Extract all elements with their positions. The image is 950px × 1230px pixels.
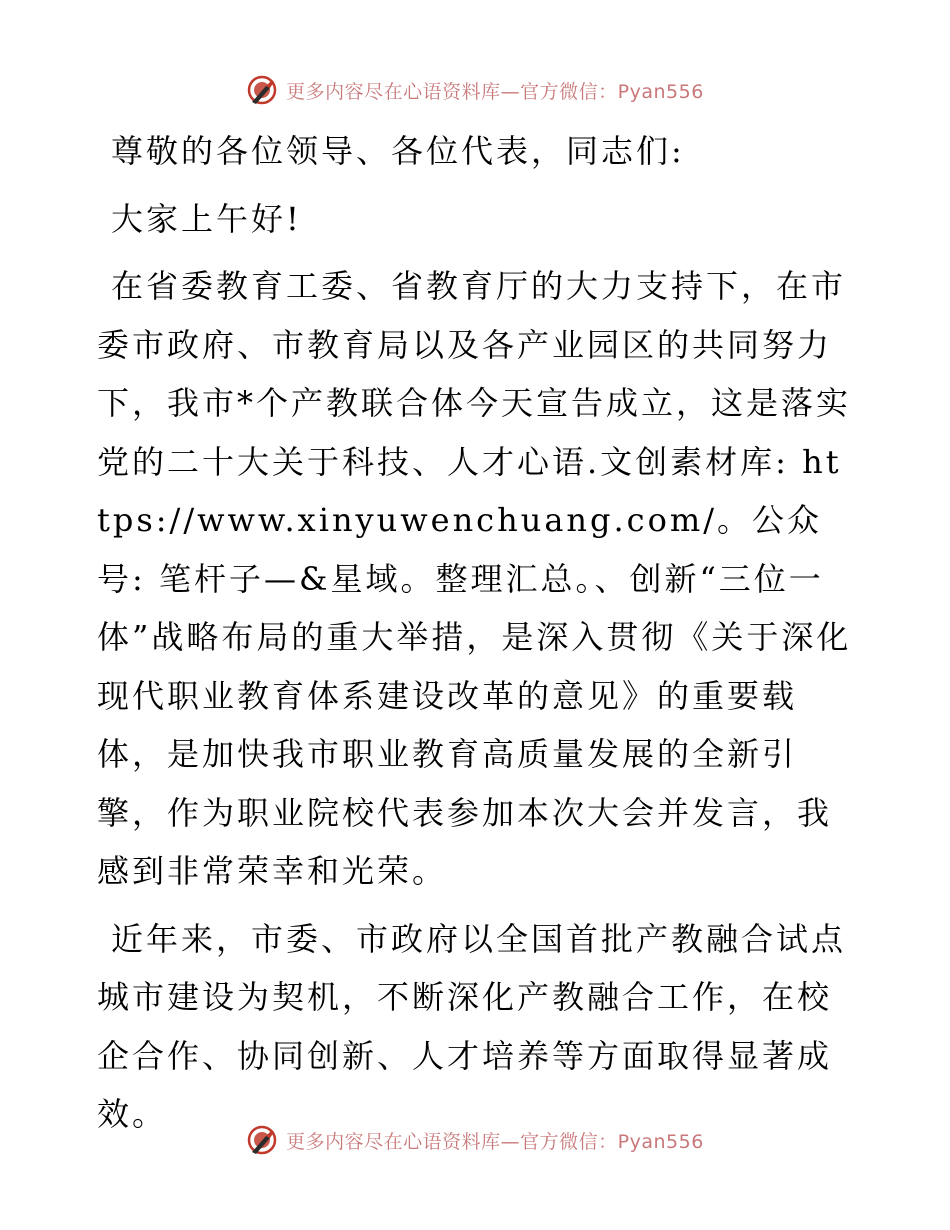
body-paragraph: 近年来，市委、市政府以全国首批产教融合试点城市建设为契机，不断深化产教融合工作，在校企合作、协同创新、人才培养等方面取得显著成效。 [97, 919, 847, 1133]
watermark-text: 更多内容尽在心语资料库—官方微信：Pyan556 [286, 80, 704, 103]
document-body [97, 122, 857, 1144]
watermark-text: 更多内容尽在心语资料库—官方微信：Pyan556 [286, 1130, 704, 1153]
footer-watermark [0, 1122, 950, 1158]
body-paragraph: 在省委教育工委、省教育厅的大力支持下，在市委市政府、市教育局以及各产业园区的共同努力下，我市*个产教联合体今天宣告成立，这是落实党的二十大关于科技、人才心语.文创素材库: https://www.xinyuwenchuang.com/。公众号: 笔杆子—&星域。整理汇总。、创新“三位一体”战略布局的重大举措，是深入贯彻《关于深化现代职业教育体系建设改革的意见》的重要载体，是加快我市职业教育高质量发展的全新引擎，作为职业院校代表参加本次大会并发言，我感到非常荣幸和光荣。 [97, 267, 852, 890]
pen-logo-icon [246, 1124, 278, 1156]
salutation: 尊敬的各位领导、各位代表，同志们: [111, 132, 685, 170]
header-watermark [0, 72, 950, 108]
pen-logo-icon [246, 74, 278, 106]
greeting: 大家上午好! [111, 199, 302, 238]
